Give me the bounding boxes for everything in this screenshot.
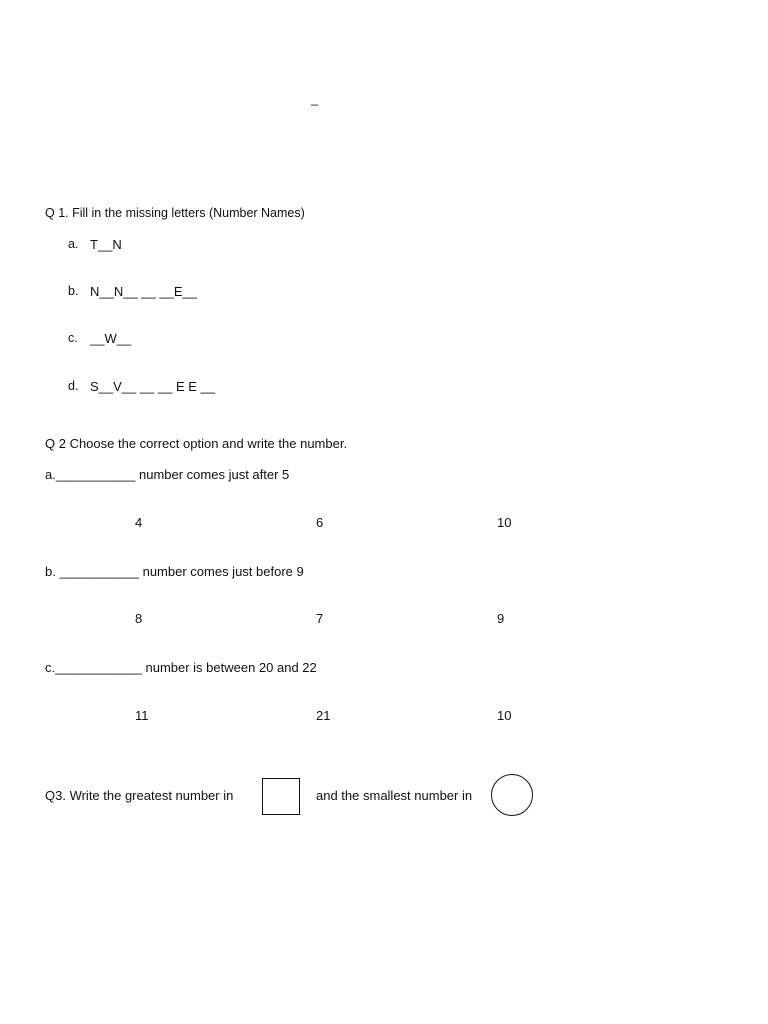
q2-option: 8 [135,611,143,626]
q2-option: 9 [497,611,505,626]
q1-item-label: b. [68,284,79,298]
q2-option: 6 [316,515,324,530]
q1-item-text: S__V__ __ __ E E __ [90,379,216,394]
q2-title: Q 2 Choose the correct option and write the number. [45,436,348,451]
q3-text-greatest: Q3. Write the greatest number in [45,788,234,803]
q2-option: 10 [497,708,512,723]
q2-prompt: a.___________ number comes just after 5 [45,467,290,482]
q1-item-text: __W__ [90,331,132,346]
q2-prompt: c.____________ number is between 20 and 22 [45,660,317,675]
answer-circle[interactable] [491,774,533,816]
top-mark: _ [311,91,319,106]
q1-item-text: N__N__ __ __E__ [90,284,197,299]
q2-option: 11 [135,708,149,723]
q2-option: 7 [316,611,324,626]
q2-option: 21 [316,708,331,723]
q2-option: 4 [135,515,143,530]
q1-item-label: c. [68,331,78,345]
q2-prompt: b. ___________ number comes just before 9 [45,564,304,579]
q2-option: 10 [497,515,512,530]
q1-item-text: T__N [90,237,122,252]
answer-square-box[interactable] [262,778,300,815]
q1-item-label: d. [68,379,79,393]
q1-item-label: a. [68,237,79,251]
q1-title: Q 1. Fill in the missing letters (Number Names) [45,206,305,220]
q3-text-smallest: and the smallest number in [316,788,473,803]
